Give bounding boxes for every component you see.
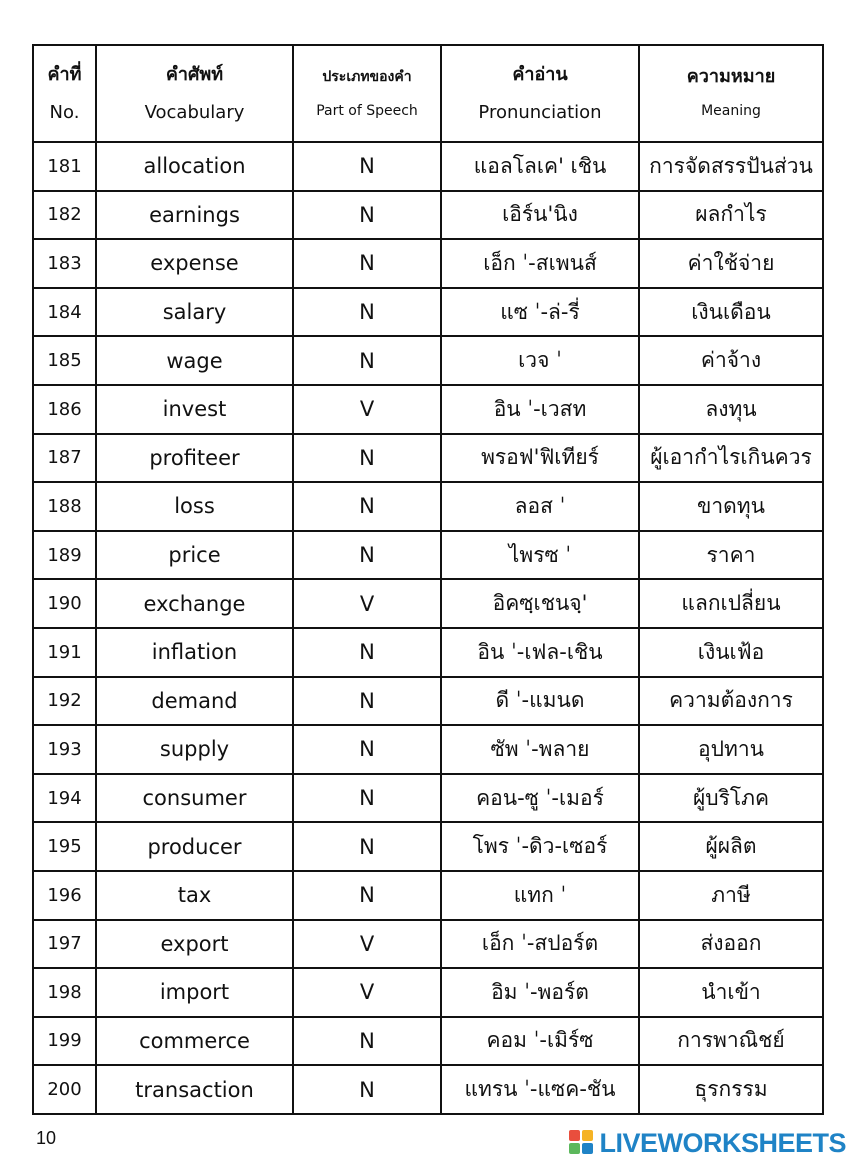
row-part-of-speech: V (293, 579, 441, 628)
row-meaning: ความต้องการ (639, 677, 823, 726)
row-number: 193 (33, 725, 96, 774)
header-vocabulary: คำศัพท์ Vocabulary (96, 45, 293, 142)
row-number: 190 (33, 579, 96, 628)
row-part-of-speech: N (293, 628, 441, 677)
row-part-of-speech: N (293, 531, 441, 580)
table-row (33, 628, 823, 677)
row-number: 186 (33, 385, 96, 434)
row-pronunciation: เวจ ˈ (441, 336, 639, 385)
row-vocabulary: inflation (96, 628, 293, 677)
row-part-of-speech: V (293, 920, 441, 969)
row-number: 187 (33, 434, 96, 483)
header-part-of-speech: ประเภทของคำ Part of Speech (293, 45, 441, 142)
row-part-of-speech: N (293, 677, 441, 726)
row-pronunciation: อิม ˈ-พอร์ต (441, 968, 639, 1017)
row-vocabulary: tax (96, 871, 293, 920)
row-part-of-speech: N (293, 725, 441, 774)
row-vocabulary: export (96, 920, 293, 969)
row-part-of-speech: N (293, 822, 441, 871)
table-row (33, 677, 823, 726)
header-meaning: ความหมาย Meaning (639, 45, 823, 142)
row-pronunciation: คอม ˈ-เมิร์ซ (441, 1017, 639, 1066)
row-vocabulary: commerce (96, 1017, 293, 1066)
table-row (33, 774, 823, 823)
row-pronunciation: เอิร์น'นิง (441, 191, 639, 240)
table-row (33, 142, 823, 191)
header-number: คำที่ No. (33, 45, 96, 142)
row-number: 181 (33, 142, 96, 191)
row-vocabulary: allocation (96, 142, 293, 191)
table-row (33, 822, 823, 871)
row-vocabulary: supply (96, 725, 293, 774)
row-pronunciation: แทรน ˈ-แซค-ชัน (441, 1065, 639, 1114)
row-meaning: ผู้เอากำไรเกินควร (639, 434, 823, 483)
row-pronunciation: ดี ˈ-แมนด (441, 677, 639, 726)
row-number: 200 (33, 1065, 96, 1114)
row-part-of-speech: N (293, 774, 441, 823)
row-pronunciation: เอ็ก ˈ-สปอร์ต (441, 920, 639, 969)
row-vocabulary: expense (96, 239, 293, 288)
row-meaning: ลงทุน (639, 385, 823, 434)
table-row (33, 434, 823, 483)
row-number: 184 (33, 288, 96, 337)
row-vocabulary: demand (96, 677, 293, 726)
table-row (33, 336, 823, 385)
row-part-of-speech: N (293, 336, 441, 385)
row-meaning: การจัดสรรปันส่วน (639, 142, 823, 191)
row-pronunciation: เอ็ก ˈ-สเพนส์ (441, 239, 639, 288)
row-vocabulary: wage (96, 336, 293, 385)
row-number: 196 (33, 871, 96, 920)
row-pronunciation: อิน ˈ-เฟล-เชิน (441, 628, 639, 677)
vocabulary-table (32, 44, 824, 1115)
header-pronunciation: คำอ่าน Pronunciation (441, 45, 639, 142)
row-vocabulary: invest (96, 385, 293, 434)
row-pronunciation: คอน-ซู ˈ-เมอร์ (441, 774, 639, 823)
table-row (33, 531, 823, 580)
row-vocabulary: loss (96, 482, 293, 531)
table-body (33, 142, 823, 1114)
row-number: 192 (33, 677, 96, 726)
row-meaning: ส่งออก (639, 920, 823, 969)
row-meaning: ภาษี (639, 871, 823, 920)
table-header-row (33, 45, 823, 142)
table-row (33, 579, 823, 628)
row-part-of-speech: N (293, 142, 441, 191)
table-row (33, 920, 823, 969)
brand-name: LIVEWORKSHEETS (599, 1127, 846, 1158)
row-part-of-speech: N (293, 1065, 441, 1114)
row-vocabulary: producer (96, 822, 293, 871)
row-pronunciation: พรอฟ'ฟิเทียร์ (441, 434, 639, 483)
row-part-of-speech: N (293, 191, 441, 240)
row-pronunciation: ไพรซ ˈ (441, 531, 639, 580)
row-number: 185 (33, 336, 96, 385)
row-number: 188 (33, 482, 96, 531)
table-row (33, 968, 823, 1017)
row-number: 182 (33, 191, 96, 240)
row-pronunciation: อิคซฺเชนจฺ' (441, 579, 639, 628)
row-vocabulary: exchange (96, 579, 293, 628)
row-meaning: ขาดทุน (639, 482, 823, 531)
table-row (33, 239, 823, 288)
row-vocabulary: transaction (96, 1065, 293, 1114)
row-meaning: ค่าใช้จ่าย (639, 239, 823, 288)
row-number: 183 (33, 239, 96, 288)
row-vocabulary: earnings (96, 191, 293, 240)
row-vocabulary: consumer (96, 774, 293, 823)
row-vocabulary: import (96, 968, 293, 1017)
row-number: 197 (33, 920, 96, 969)
row-part-of-speech: V (293, 385, 441, 434)
row-meaning: ผลกำไร (639, 191, 823, 240)
row-meaning: ราคา (639, 531, 823, 580)
liveworksheets-logo-icon (569, 1130, 595, 1156)
row-pronunciation: โพร ˈ-ดิว-เซอร์ (441, 822, 639, 871)
row-number: 194 (33, 774, 96, 823)
row-pronunciation: อิน ˈ-เวสท (441, 385, 639, 434)
row-part-of-speech: N (293, 1017, 441, 1066)
row-pronunciation: ลอส ˈ (441, 482, 639, 531)
row-meaning: แลกเปลี่ยน (639, 579, 823, 628)
row-pronunciation: แซ ˈ-ล่-รี่ (441, 288, 639, 337)
table-row (33, 288, 823, 337)
page-number: 10 (36, 1128, 57, 1148)
row-part-of-speech: N (293, 288, 441, 337)
row-number: 189 (33, 531, 96, 580)
row-pronunciation: แอลโลเค' เชิน (441, 142, 639, 191)
row-part-of-speech: V (293, 968, 441, 1017)
row-part-of-speech: N (293, 871, 441, 920)
row-meaning: อุปทาน (639, 725, 823, 774)
table-row (33, 385, 823, 434)
row-pronunciation: ซัพ ˈ-พลาย (441, 725, 639, 774)
row-number: 198 (33, 968, 96, 1017)
row-meaning: นำเข้า (639, 968, 823, 1017)
row-part-of-speech: N (293, 239, 441, 288)
row-part-of-speech: N (293, 434, 441, 483)
row-meaning: เงินเดือน (639, 288, 823, 337)
row-vocabulary: salary (96, 288, 293, 337)
row-meaning: ธุรกรรม (639, 1065, 823, 1114)
row-number: 191 (33, 628, 96, 677)
row-vocabulary: profiteer (96, 434, 293, 483)
table-row (33, 725, 823, 774)
row-pronunciation: แทก ˈ (441, 871, 639, 920)
table-row (33, 871, 823, 920)
row-part-of-speech: N (293, 482, 441, 531)
row-meaning: ค่าจ้าง (639, 336, 823, 385)
row-vocabulary: price (96, 531, 293, 580)
table-row (33, 482, 823, 531)
table-row (33, 191, 823, 240)
row-meaning: ผู้บริโภค (639, 774, 823, 823)
row-meaning: ผู้ผลิต (639, 822, 823, 871)
row-meaning: การพาณิชย์ (639, 1017, 823, 1066)
table-row (33, 1017, 823, 1066)
brand-watermark (569, 1128, 846, 1158)
row-number: 195 (33, 822, 96, 871)
table-row (33, 1065, 823, 1114)
row-meaning: เงินเฟ้อ (639, 628, 823, 677)
row-number: 199 (33, 1017, 96, 1066)
